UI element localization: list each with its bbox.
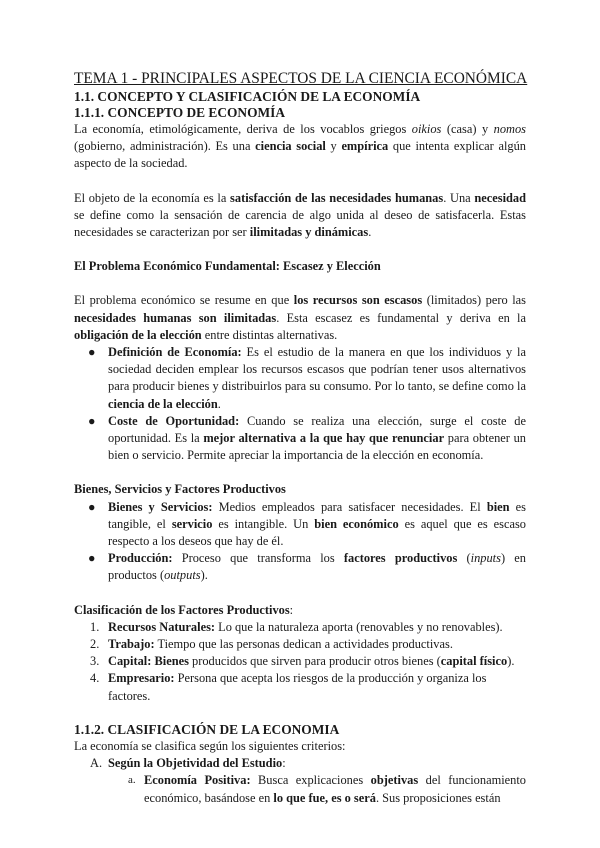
list-item: ● Coste de Oportunidad: Cuando se realiza una elección, surge el coste de oportunidad. Es la mejor alternativa a la que hay que renunciar para obtener un bien o servicio. Permite apreciar la importancia de la elección en economía.: [88, 413, 526, 463]
list-item: 1. Recursos Naturales: Lo que la naturaleza aporta (renovables y no renovables).: [90, 619, 503, 634]
alpha-item: A. Según la Objetividad del Estudio:: [90, 756, 286, 771]
list-item: 3. Capital: Bienes producidos que sirven para producir otros bienes (capital físico).: [90, 654, 515, 669]
bullet-list-concepts: [74, 344, 526, 464]
bullet-icon: ●: [88, 413, 96, 428]
section-heading: 1.1. CONCEPTO Y CLASIFICACIÓN DE LA ECONOMÍA: [74, 89, 421, 104]
subheading-goods: Bienes, Servicios y Factores Productivos: [74, 482, 286, 497]
bullet-icon: ●: [88, 551, 96, 566]
paragraph-object: El objeto de la economía es la satisfacción de las necesidades humanas. Una necesidad se define como la sensación de carencia de algo unida al deseo de satisfacerla. Estas necesidades se caracterizan por ser ilimitadas y dinámicas.: [74, 190, 526, 240]
subsection-heading: 1.1.1. CONCEPTO DE ECONOMÍA: [74, 105, 286, 120]
list-item: ● Bienes y Servicios: Medios empleados para satisfacer necesidades. El bien es tangible, el servicio es intangible. Un bien económico es aquel que es escaso respecto a los deseos que hay de él.: [88, 499, 526, 549]
bullet-icon: ●: [88, 345, 96, 360]
paragraph-criteria: La economía se clasifica según los siguientes criterios:: [74, 738, 346, 753]
subheading-factors: Clasificación de los Factores Productivos:: [74, 602, 294, 617]
bullet-icon: ●: [88, 499, 96, 514]
bullet-list-goods: [74, 499, 526, 585]
document-title: TEMA 1 - PRINCIPALES ASPECTOS DE LA CIENCIA ECONÓMICA: [74, 70, 528, 87]
list-item: 4. Empresario: Persona que acepta los riesgos de la producción y organiza los factores.: [90, 671, 487, 703]
list-item: ● Producción: Proceso que transforma los factores productivos (inputs) en productos (outputs).: [88, 551, 527, 583]
sub-item: a. Economía Positiva: Busca explicaciones objetivas del funcionamiento económico, basándose en lo que fue, es o será. Sus proposiciones están: [128, 773, 526, 805]
subheading-problem: El Problema Económico Fundamental: Escasez y Elección: [74, 259, 381, 274]
subsection-heading-classification: 1.1.2. CLASIFICACIÓN DE LA ECONOMIA: [74, 721, 340, 737]
list-item: 2. Trabajo: Tiempo que las personas dedican a actividades productivas.: [90, 637, 453, 652]
paragraph-problem: El problema económico se resume en que los recursos son escasos (limitados) pero las necesidades humanas son ilimitadas. Esta escasez es fundamental y deriva en la obligación de la elección entre distintas alternativas.: [74, 293, 526, 342]
numbered-list-factors: [74, 619, 526, 705]
list-item: ● Definición de Economía: Es el estudio de la manera en que los individuos y la sociedad deciden emplear los recursos escasos que podrían tener usos alternativos para producir bienes y distribuirlos para su consumo. Por lo tanto, se define como la ciencia de la elección.: [88, 345, 526, 411]
paragraph-etymology: La economía, etimológicamente, deriva de los vocablos griegos oikios (casa) y nomos (gobierno, administración). Es una ciencia social y empírica que intenta explicar algún aspecto de la sociedad.: [74, 122, 526, 171]
